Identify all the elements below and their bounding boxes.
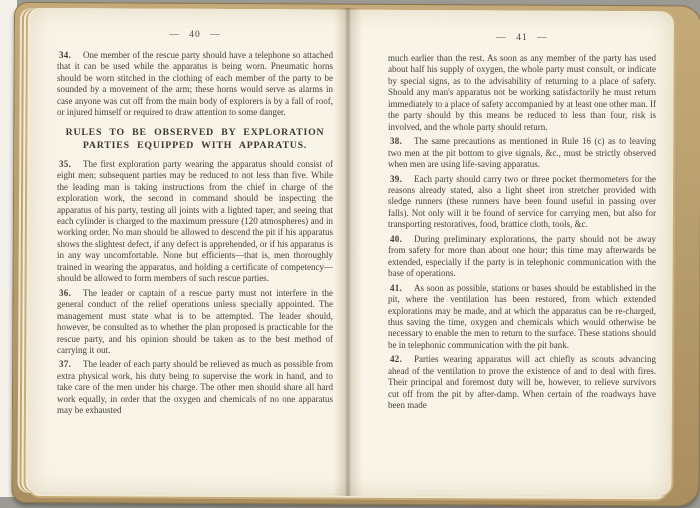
page-number-right: — 41 — xyxy=(496,33,548,43)
section-heading-line1: RULES TO BE OBSERVED BY EXPLORATION xyxy=(65,126,325,138)
rule-number-41: 41. xyxy=(390,282,403,293)
rule-text-37: The leader of each party should be relieved as much as possible from extra physical work, his duty being to supervise the work in hand, and to take care of the men under his charge. The other men should share all hard work equally, in order that the oxygen and chemicals of no one apparatus may be exhausted xyxy=(57,359,333,416)
paragraph-37-continuation xyxy=(388,53,656,133)
rule-number-42: 42. xyxy=(390,354,403,365)
rule-text-38: The same precautions as mentioned in Rule 16 (c) as to leaving two men at the pit bottom to give signals, &c., must be strictly observed when men are using life-saving apparatus. xyxy=(388,136,656,170)
rule-number-38: 38. xyxy=(390,136,403,147)
rule-text-42: Parties wearing apparatus will act chiefly as scouts advancing ahead of the ventilation to prove the existence of and to deal with fires. Their principal and foremost duty will be, however, to relieve survivors cut off from the pit by after-damp. When certain of the roadways have been made xyxy=(388,354,656,411)
rule-text-36: The leader or captain of a rescue party must not interfere in the general conduct of the relief operations unless specially appointed. The management must state what is to be attempted. The leader should, however, be consulted as to whether the plan proposed is practicable for the rescue party, and his opinion should be taken as to the best method of carrying it out. xyxy=(57,287,333,355)
section-heading xyxy=(57,126,333,153)
rule-text-35: The first exploration party wearing the apparatus should consist of eight men; subsequent parties may be reduced to not less than five. While the leading man is taking instructions from the chief in charge of the exploration work, the second in command should be inspecting the apparatus of his party, testing all joints with a lighted taper, and seeing that each cylinder is charged to the maximum pressure (120 atmospheres) and in working order. No man should be allowed to descend the pit if his apparatus shows the slightest defect, if any defect is apprehended, or if his apparatus is in any way uncomfortable. None but efficients—that is, men thoroughly trained in wearing the apparatus, and holding a certificate of competency—should be allowed to form members of such rescue parties. xyxy=(57,158,333,284)
rule-number-36: 36. xyxy=(59,287,72,298)
paragraph-37 xyxy=(57,359,333,416)
left-page xyxy=(57,30,333,420)
paragraph-40 xyxy=(388,234,656,280)
rule-number-37: 37. xyxy=(59,359,72,370)
paragraph-38 xyxy=(388,136,656,170)
paragraph-34 xyxy=(57,50,333,119)
paragraph-42 xyxy=(388,354,656,411)
rule-number-39: 39. xyxy=(390,173,403,184)
paragraph-35 xyxy=(57,159,333,285)
page-number-left: — 40 — xyxy=(169,30,221,40)
rule-text-37-continued: much earlier than the rest. As soon as any member of the party has used about half his supply of oxygen, the whole party must consult, or indicate by special signs, as to the advisability of returning to a place of safety. Should any man's apparatus not be working satisfactorily he must return immediately to a place of safety accompanied by at least one other man. If the party should by this means be reduced to less than four, risk is involved, and the whole party should return. xyxy=(388,53,656,132)
paragraph-36 xyxy=(57,288,333,357)
right-page xyxy=(388,33,656,415)
section-heading-line2: PARTIES EQUIPPED WITH APPARATUS. xyxy=(82,140,308,152)
paragraph-41 xyxy=(388,283,656,352)
paragraph-39 xyxy=(388,174,656,231)
rule-number-40: 40. xyxy=(390,233,403,244)
rule-text-40: During preliminary explorations, the party should not be away from safety for more than about one hour; this time may afterwards be extended, especially if the party is in telephonic communication with the base of operations. xyxy=(388,233,656,279)
rule-text-41: As soon as possible, stations or bases should be established in the pit, where the ventilation has been restored, from which extended explorations may be made, and at which the apparatus can be re-charged, thus saving the time, oxygen and chemicals which would otherwise be necessary to enable the men to return to the surface. These stations should be in telephonic communication with the pit bank. xyxy=(388,282,656,350)
rule-number-34: 34. xyxy=(59,50,72,60)
rule-text-34: One member of the rescue party should have a telephone so attached that it can be used while the apparatus is being worn. Pneumatic horns should be worn stitched in the clothing of each member of the party to be sounded by a movement of the arm; these horns would serve as alarms in case anyone was cut off from the main body of explorers is by a fall of roof, or injured himself or required to draw attention to some danger. xyxy=(57,50,333,118)
rule-number-35: 35. xyxy=(59,158,72,169)
rule-text-39: Each party should carry two or three pocket thermometers for the reasons already stated, also a light sheet iron stretcher provided with sledge runners (these runners have been found useful in passing over falls). Not only will it be found of service for carrying men, but also for transporting restoratives, food, brattice cloth, tools, &c. xyxy=(388,173,656,230)
